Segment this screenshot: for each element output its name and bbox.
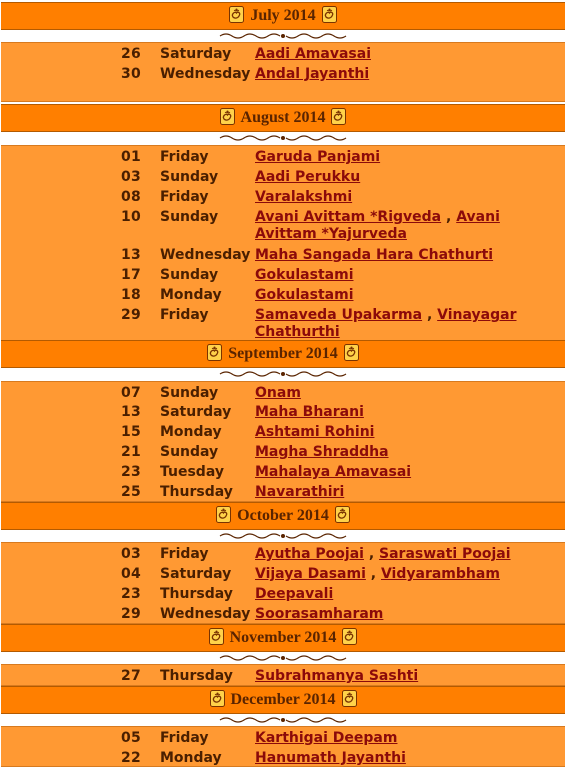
om-icon	[342, 628, 357, 645]
event-links	[255, 267, 545, 284]
event-link[interactable]: Andal Jayanthi	[255, 66, 370, 82]
event-row	[1, 287, 565, 307]
event-date: 01	[121, 149, 142, 165]
event-date: 21	[121, 444, 142, 460]
event-day: Saturday	[160, 404, 232, 420]
event-date: 10	[121, 209, 142, 225]
event-row	[1, 464, 565, 484]
month-events-panel	[1, 145, 565, 341]
ornamental-divider-icon	[1, 134, 565, 142]
event-link[interactable]: Maha Sangada Hara Chathurti	[255, 247, 494, 263]
event-day: Saturday	[160, 46, 232, 62]
event-links	[255, 606, 545, 623]
event-links	[255, 189, 545, 206]
event-day: Friday	[160, 730, 209, 746]
event-separator: ,	[363, 546, 380, 562]
ornamental-divider-icon	[1, 654, 565, 662]
ornamental-divider-icon	[1, 532, 565, 540]
event-link[interactable]: Saraswati Poojai	[379, 546, 511, 562]
event-date: 18	[121, 287, 142, 303]
event-date: 15	[121, 424, 142, 440]
event-date: 07	[121, 385, 142, 401]
event-links	[255, 566, 545, 583]
event-date: 25	[121, 484, 142, 500]
event-link[interactable]: Aadi Perukku	[255, 169, 361, 185]
om-icon	[220, 108, 235, 125]
event-row	[1, 668, 565, 688]
event-link[interactable]: Subrahmanya Sashti	[255, 668, 419, 684]
event-row	[1, 307, 565, 340]
event-links	[255, 464, 545, 481]
event-row	[1, 484, 565, 504]
event-separator: ,	[365, 566, 381, 582]
event-link[interactable]: Samaveda Upakarma	[255, 307, 423, 323]
event-link[interactable]: Soorasamharam	[255, 606, 384, 622]
event-row	[1, 404, 565, 424]
event-row	[1, 750, 565, 770]
event-link[interactable]: Mahalaya Amavasai	[255, 464, 412, 480]
month-header	[1, 2, 565, 30]
event-date: 17	[121, 267, 142, 283]
month-header	[1, 340, 565, 368]
event-day: Wednesday	[160, 66, 251, 82]
event-links	[255, 444, 545, 461]
event-row	[1, 730, 565, 750]
event-links	[255, 307, 545, 341]
event-separator: ,	[422, 307, 438, 323]
om-icon	[210, 690, 225, 707]
month-title: December 2014	[230, 691, 336, 708]
event-day: Thursday	[160, 586, 233, 602]
event-links	[255, 169, 545, 186]
event-row	[1, 247, 565, 267]
event-links	[255, 209, 545, 243]
event-row	[1, 149, 565, 169]
event-row	[1, 385, 565, 405]
event-day: Monday	[160, 287, 222, 303]
event-links	[255, 484, 545, 501]
event-day: Sunday	[160, 444, 219, 460]
om-icon	[207, 344, 222, 361]
month-title: November 2014	[229, 629, 337, 646]
event-links	[255, 546, 545, 563]
month-events-panel	[1, 42, 565, 102]
event-separator: ,	[441, 209, 457, 225]
event-link[interactable]: Avani Avittam *Rigveda	[255, 209, 442, 225]
event-row	[1, 546, 565, 566]
event-date: 27	[121, 668, 142, 684]
event-link[interactable]: Karthigai Deepam	[255, 730, 398, 746]
month-title: July 2014	[250, 7, 316, 24]
event-links	[255, 46, 545, 63]
event-row	[1, 424, 565, 444]
om-icon	[331, 108, 346, 125]
month-title: September 2014	[228, 345, 338, 362]
month-header	[1, 624, 565, 652]
event-day: Friday	[160, 149, 209, 165]
event-links	[255, 404, 545, 421]
om-icon	[342, 690, 357, 707]
month-events-panel	[1, 726, 565, 767]
event-day: Friday	[160, 189, 209, 205]
event-day: Monday	[160, 750, 222, 766]
event-row	[1, 209, 565, 242]
event-date: 13	[121, 247, 142, 263]
event-links	[255, 247, 545, 264]
event-link[interactable]: Garuda Panjami	[255, 149, 381, 165]
event-link[interactable]: Avani Avittam *Yajurveda	[255, 209, 500, 242]
event-links	[255, 149, 545, 166]
event-day: Monday	[160, 424, 222, 440]
event-day: Wednesday	[160, 606, 251, 622]
ornamental-divider-icon	[1, 370, 565, 378]
event-links	[255, 668, 545, 685]
event-date: 13	[121, 404, 142, 420]
event-links	[255, 66, 545, 83]
month-header	[1, 686, 565, 714]
event-day: Wednesday	[160, 247, 251, 263]
month-header	[1, 502, 565, 530]
event-link[interactable]: Navarathiri	[255, 484, 345, 500]
event-links	[255, 750, 545, 767]
event-date: 03	[121, 546, 142, 562]
event-link[interactable]: Vinayagar Chathurthi	[255, 307, 517, 340]
event-date: 04	[121, 566, 142, 582]
event-day: Tuesday	[160, 464, 224, 480]
event-links	[255, 287, 545, 304]
month-events-panel	[1, 381, 565, 502]
ornamental-divider-icon	[1, 716, 565, 724]
event-row	[1, 66, 565, 86]
month-events-panel	[1, 542, 565, 624]
event-date: 29	[121, 307, 142, 323]
event-links	[255, 385, 545, 402]
event-day: Sunday	[160, 209, 219, 225]
event-day: Sunday	[160, 385, 219, 401]
month-events-panel	[1, 664, 565, 686]
om-icon	[229, 6, 244, 23]
event-date: 23	[121, 464, 142, 480]
event-date: 05	[121, 730, 142, 746]
event-day: Saturday	[160, 566, 232, 582]
event-link[interactable]: Gokulastami	[255, 287, 354, 303]
event-date: 26	[121, 46, 142, 62]
event-link[interactable]: Onam	[255, 385, 301, 401]
event-links	[255, 586, 545, 603]
event-link[interactable]: Deepavali	[255, 586, 334, 602]
om-icon	[335, 506, 350, 523]
event-links	[255, 424, 545, 441]
event-date: 08	[121, 189, 142, 205]
event-date: 03	[121, 169, 142, 185]
event-day: Thursday	[160, 668, 233, 684]
event-link[interactable]: Ayutha Poojai	[255, 546, 364, 562]
ornamental-divider-icon	[1, 32, 565, 40]
event-row	[1, 169, 565, 189]
event-date: 23	[121, 586, 142, 602]
event-row	[1, 189, 565, 209]
om-icon	[209, 628, 224, 645]
om-icon	[322, 6, 337, 23]
event-link[interactable]: Ashtami Rohini	[255, 424, 375, 440]
month-title: August 2014	[240, 109, 326, 126]
event-link[interactable]: Maha Bharani	[255, 404, 364, 420]
event-row	[1, 267, 565, 287]
event-day: Friday	[160, 307, 209, 323]
om-icon	[344, 344, 359, 361]
event-link[interactable]: Magha Shraddha	[255, 444, 389, 460]
month-title: October 2014	[237, 507, 329, 524]
event-links	[255, 730, 545, 747]
event-day: Friday	[160, 546, 209, 562]
month-header	[1, 104, 565, 132]
event-row	[1, 566, 565, 586]
event-link[interactable]: Vidyarambham	[380, 566, 500, 582]
event-row	[1, 586, 565, 606]
event-link[interactable]: Vijaya Dasami	[255, 566, 366, 582]
event-link[interactable]: Hanumath Jayanthi	[255, 750, 406, 766]
event-link[interactable]: Aadi Amavasai	[255, 46, 371, 62]
event-date: 22	[121, 750, 142, 766]
event-day: Sunday	[160, 169, 219, 185]
event-day: Thursday	[160, 484, 233, 500]
event-date: 30	[121, 66, 142, 82]
event-row	[1, 444, 565, 464]
event-day: Sunday	[160, 267, 219, 283]
event-link[interactable]: Varalakshmi	[255, 189, 353, 205]
event-date: 29	[121, 606, 142, 622]
event-row	[1, 46, 565, 66]
om-icon	[216, 506, 231, 523]
event-row	[1, 606, 565, 626]
event-link[interactable]: Gokulastami	[255, 267, 354, 283]
